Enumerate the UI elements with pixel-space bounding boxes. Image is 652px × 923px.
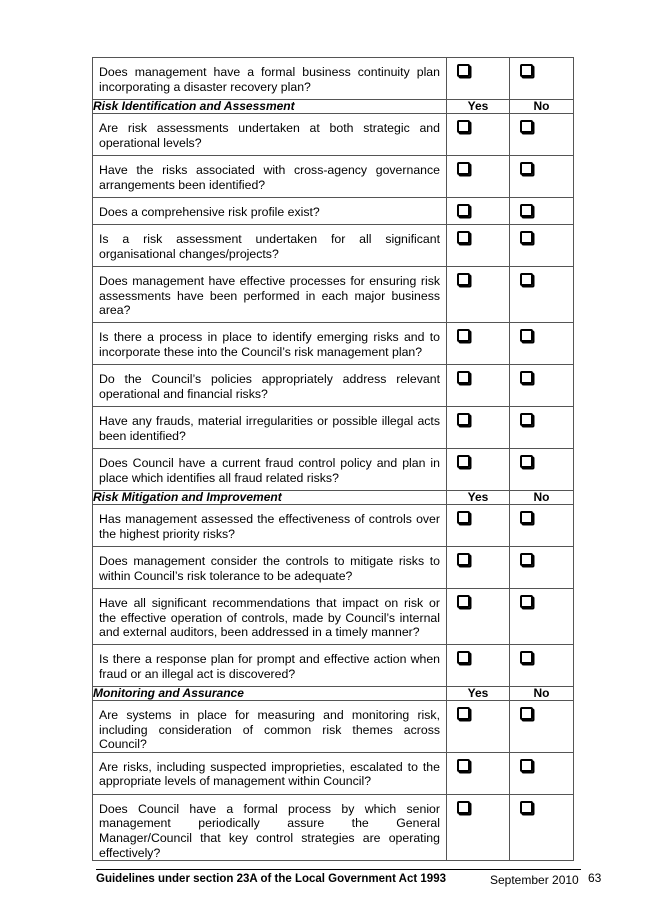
yes-cell [447,114,510,156]
question-row [93,225,574,267]
no-checkbox[interactable] [520,329,533,342]
no-checkbox[interactable] [520,231,533,244]
no-cell [510,589,574,645]
question-text: Have all significant recommendations that impact on risk or the effective operation of controls, made by Council’s internal and external auditors, been addressed in a timely manner? [93,589,447,645]
question-row [93,267,574,323]
no-cell [510,794,574,860]
no-checkbox[interactable] [520,595,533,608]
no-checkbox[interactable] [520,162,533,175]
yes-cell [447,794,510,860]
yes-cell [447,449,510,491]
question-row [93,323,574,365]
yes-checkbox[interactable] [457,759,470,772]
no-cell [510,701,574,753]
yes-column-header: Yes [447,687,510,701]
yes-cell [447,323,510,365]
yes-checkbox[interactable] [457,511,470,524]
yes-checkbox[interactable] [457,64,470,77]
section-title: Monitoring and Assurance [93,687,447,701]
no-cell [510,323,574,365]
yes-cell [447,267,510,323]
question-row [93,58,574,100]
no-checkbox[interactable] [520,64,533,77]
no-checkbox[interactable] [520,120,533,133]
question-row [93,752,574,794]
question-text: Is there a response plan for prompt and effective action when fraud or an illegal act is discovered? [93,645,447,687]
question-row [93,645,574,687]
question-text: Does Council have a formal process by which senior management periodically assure the General Manager/Council that key control strategies are operating effectively? [93,794,447,860]
yes-cell [447,547,510,589]
footer-date: September 2010 [490,873,579,887]
question-row [93,701,574,753]
no-checkbox[interactable] [520,801,533,814]
question-text: Is a risk assessment undertaken for all significant organisational changes/projects? [93,225,447,267]
yes-checkbox[interactable] [457,413,470,426]
yes-cell [447,505,510,547]
question-row [93,407,574,449]
question-text: Are systems in place for measuring and monitoring risk, including consideration of common risk themes across Council? [93,701,447,753]
question-row [93,449,574,491]
yes-cell [447,701,510,753]
question-text: Have the risks associated with cross-agency governance arrangements been identified? [93,156,447,198]
yes-checkbox[interactable] [457,651,470,664]
question-row [93,365,574,407]
yes-column-header: Yes [447,491,510,505]
question-text: Are risks, including suspected improprieties, escalated to the appropriate levels of management within Council? [93,752,447,794]
yes-checkbox[interactable] [457,553,470,566]
question-row [93,198,574,225]
yes-checkbox[interactable] [457,120,470,133]
question-row [93,589,574,645]
yes-checkbox[interactable] [457,273,470,286]
question-text: Has management assessed the effectiveness of controls over the highest priority risks? [93,505,447,547]
no-column-header: No [510,687,574,701]
yes-column-header: Yes [447,100,510,114]
no-cell [510,645,574,687]
page-number: 63 [588,871,602,885]
yes-checkbox[interactable] [457,801,470,814]
no-cell [510,547,574,589]
question-text: Does management consider the controls to mitigate risks to within Council’s risk tolerance to be adequate? [93,547,447,589]
no-checkbox[interactable] [520,413,533,426]
yes-checkbox[interactable] [457,204,470,217]
no-checkbox[interactable] [520,273,533,286]
no-cell [510,449,574,491]
question-row [93,547,574,589]
footer-document-title: Guidelines under section 23A of the Local Government Act 1993 [96,873,446,885]
no-checkbox[interactable] [520,371,533,384]
yes-checkbox[interactable] [457,371,470,384]
no-checkbox[interactable] [520,511,533,524]
section-header-row [93,100,574,114]
yes-cell [447,58,510,100]
no-cell [510,752,574,794]
no-column-header: No [510,100,574,114]
question-text: Does Council have a current fraud control policy and plan in place which identifies all fraud related risks? [93,449,447,491]
footer-rule [96,869,581,870]
question-row [93,794,574,860]
question-text: Does management have a formal business continuity plan incorporating a disaster recovery plan? [93,58,447,100]
no-cell [510,156,574,198]
no-checkbox[interactable] [520,759,533,772]
question-text: Do the Council’s policies appropriately address relevant operational and financial risks? [93,365,447,407]
no-cell [510,267,574,323]
yes-cell [447,365,510,407]
section-title: Risk Identification and Assessment [93,100,447,114]
section-header-row [93,491,574,505]
question-text: Is there a process in place to identify emerging risks and to incorporate these into the Council’s risk management plan? [93,323,447,365]
checklist-table [92,57,574,861]
yes-checkbox[interactable] [457,231,470,244]
yes-cell [447,225,510,267]
question-text: Does a comprehensive risk profile exist? [93,198,447,225]
yes-cell [447,156,510,198]
yes-checkbox[interactable] [457,707,470,720]
yes-cell [447,645,510,687]
no-checkbox[interactable] [520,553,533,566]
yes-checkbox[interactable] [457,329,470,342]
yes-checkbox[interactable] [457,455,470,468]
no-cell [510,505,574,547]
question-text: Have any frauds, material irregularities or possible illegal acts been identified? [93,407,447,449]
section-title: Risk Mitigation and Improvement [93,491,447,505]
no-cell [510,225,574,267]
yes-cell [447,589,510,645]
question-row [93,505,574,547]
question-row [93,156,574,198]
no-column-header: No [510,491,574,505]
yes-checkbox[interactable] [457,162,470,175]
no-cell [510,198,574,225]
no-cell [510,114,574,156]
no-checkbox[interactable] [520,455,533,468]
no-checkbox[interactable] [520,651,533,664]
question-text: Does management have effective processes for ensuring risk assessments have been performed in each major business area? [93,267,447,323]
yes-cell [447,198,510,225]
no-checkbox[interactable] [520,204,533,217]
yes-cell [447,407,510,449]
no-cell [510,407,574,449]
no-checkbox[interactable] [520,707,533,720]
question-row [93,114,574,156]
question-text: Are risk assessments undertaken at both strategic and operational levels? [93,114,447,156]
section-header-row [93,687,574,701]
yes-cell [447,752,510,794]
no-cell [510,58,574,100]
no-cell [510,365,574,407]
yes-checkbox[interactable] [457,595,470,608]
